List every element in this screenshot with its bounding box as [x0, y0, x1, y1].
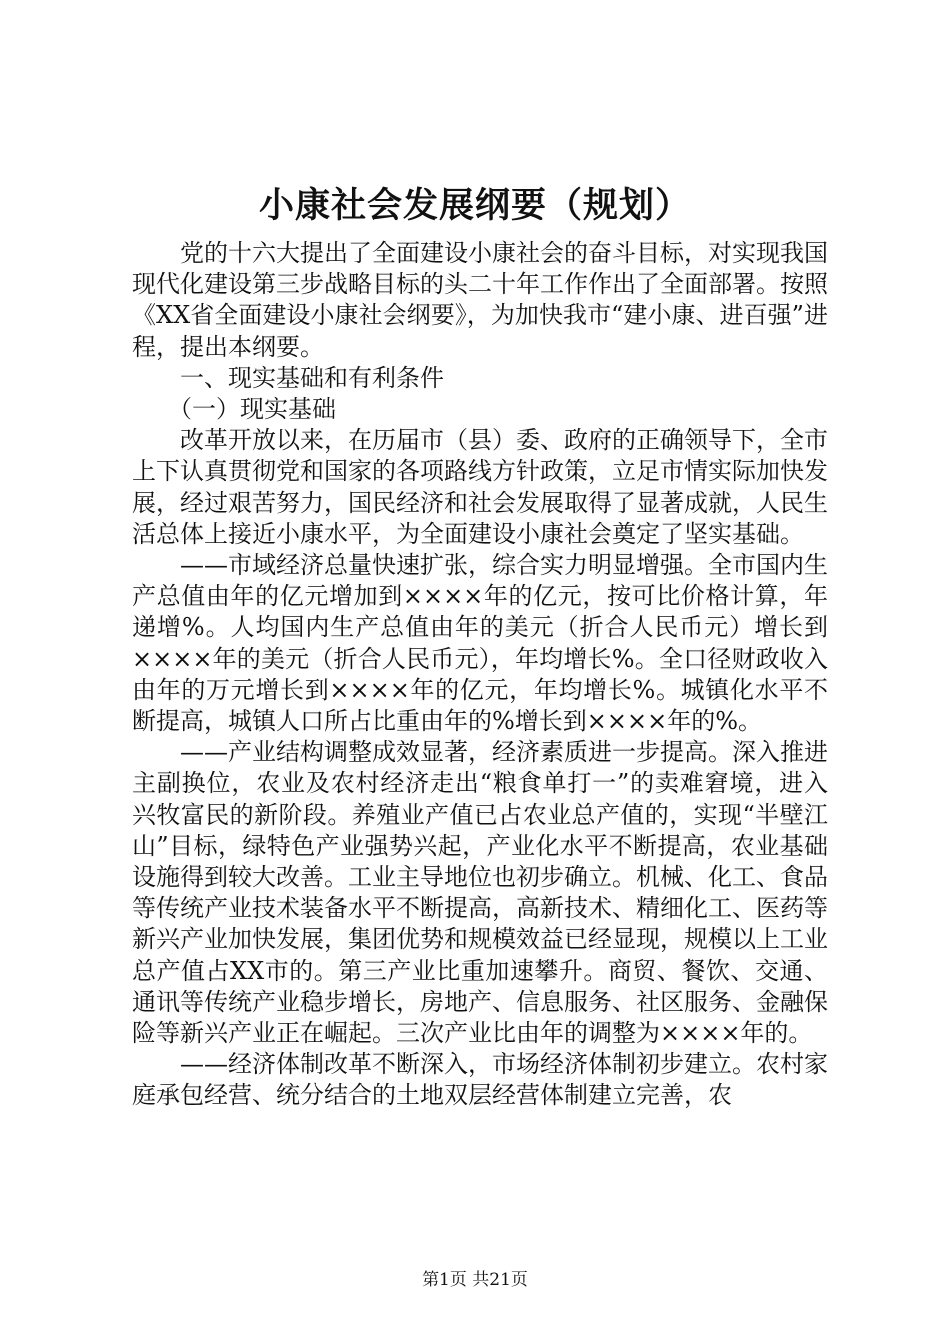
paragraph-foundation: 改革开放以来，在历届市（县）委、政府的正确领导下，全市上下认真贯彻党和国家的各项路线方针政策，立足市情实际加快发展，经过艰苦努力，国民经济和社会发展取得了显著成就，人民生活总体上接近小康水平，为全面建设小康社会奠定了坚实基础。 [132, 426, 828, 548]
subsection-heading: （一）现实基础 [168, 395, 336, 424]
document-body [132, 238, 828, 1112]
paragraph-industry: ——产业结构调整成效显著，经济素质进一步提高。深入推进主副换位，农业及农村经济走出“粮食单打一”的卖难窘境，进入兴牧富民的新阶段。养殖业产值已占农业总产值的，实现“半壁江山”目标，绿特色产业强势兴起，产业化水平不断提高，农业基础设施得到较大改善。工业主导地位也初步确立。机械、化工、食品等传统产业技术装备水平不断提高，高新技术、精细化工、医药等新兴产业加快发展，集团优势和规模效益已经显现，规模以上工业总产值占XX市的。第三产业比重加速攀升。商贸、餐饮、交通、通讯等传统产业稳步增长，房地产、信息服务、社区服务、金融保险等新兴产业正在崛起。三次产业比由年的调整为××××年的。 [132, 738, 828, 1048]
paragraph-economy: ——市域经济总量快速扩张，综合实力明显增强。全市国内生产总值由年的亿元增加到××××年的亿元，按可比价格计算，年递增%。人均国内生产总值由年的美元（折合人民币元）增长到××××年的美元（折合人民币元），年均增长%。全口径财政收入由年的万元增长到××××年的亿元，年均增长%。城镇化水平不断提高，城镇人口所占比重由年的%增长到××××年的%。 [132, 551, 828, 736]
paragraph-intro: 党的十六大提出了全面建设小康社会的奋斗目标，对实现我国现代化建设第三步战略目标的头二十年工作作出了全面部署。按照《XX省全面建设小康社会纲要》，为加快我市“建小康、进百强”进程，提出本纲要。 [132, 239, 828, 361]
paragraph-reform: ——经济体制改革不断深入，市场经济体制初步建立。农村家庭承包经营、统分结合的土地双层经营体制建立完善，农 [132, 1050, 828, 1110]
section-heading: 一、现实基础和有利条件 [180, 363, 444, 392]
page-number-footer: 第1页 共21页 [422, 1270, 528, 1290]
document-title: 小康社会发展纲要（规划） [258, 185, 691, 226]
